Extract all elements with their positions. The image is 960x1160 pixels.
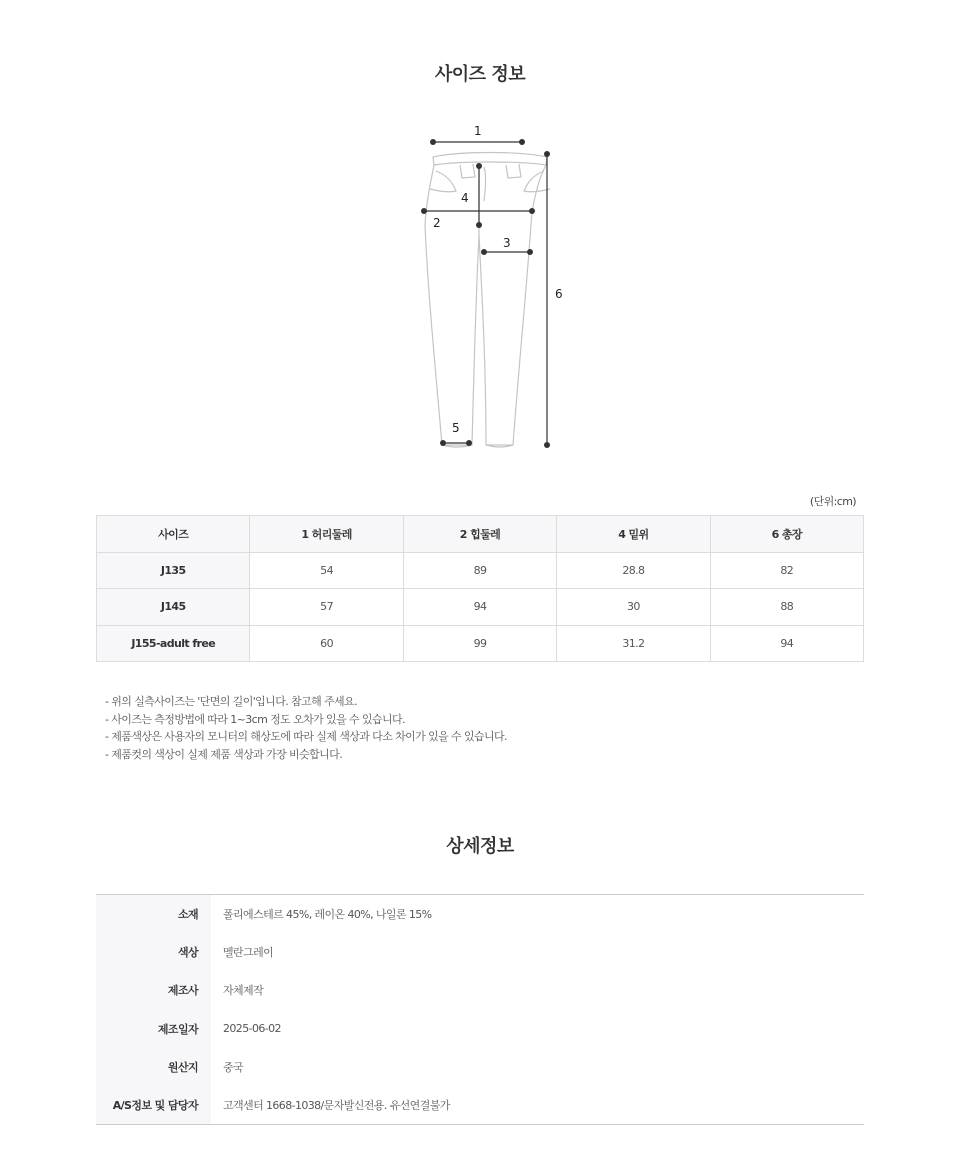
detail-label: 소재 [96,895,211,933]
detail-label: 제조일자 [96,1009,211,1047]
measure-label-3: 3 [503,236,511,250]
detail-value: 중국 [223,1060,244,1074]
table-row [97,552,864,589]
detail-row-origin [96,1048,864,1086]
size-name: J155-adult free [97,625,250,662]
detail-value: 멜란그레이 [223,945,274,959]
hip-value: 89 [403,552,556,589]
size-name: J145 [97,589,250,626]
waist-value: 54 [250,552,403,589]
detail-row-material [96,895,864,933]
detail-value: 폴리에스테르 45%, 레이온 40%, 나일론 15% [223,907,432,921]
measure-label-4: 4 [461,191,469,205]
note-item: - 제품컷의 색상이 실제 제품 색상과 가장 비슷합니다. [105,747,343,761]
waist-value: 57 [250,589,403,626]
hip-value: 94 [403,589,556,626]
header-waist: 1 허리둘레 [250,516,403,553]
measure-label-6: 6 [555,287,563,301]
note-item: - 제품색상은 사용자의 모니터의 해상도에 따라 실제 색상과 다소 차이가 있을 수 있습니다. [105,730,507,743]
detail-label: 색상 [96,933,211,971]
detail-value: 2025-06-02 [223,1022,281,1036]
detail-row-manufacturer [96,971,864,1009]
detail-label: 원산지 [96,1048,211,1086]
size-info-title: 사이즈 정보 [434,64,526,85]
rise-value: 30 [557,589,710,626]
unit-note: (단위:cm) [809,495,856,508]
measure-label-1: 1 [474,124,482,138]
detail-value: 고객센터 1668-1038/문자발신전용. 유선연결불가 [223,1098,450,1112]
hip-value: 99 [403,625,556,662]
table-row [97,625,864,662]
header-rise: 4 밑위 [557,516,710,553]
pants-outline-icon [425,153,550,448]
pants-measurement-diagram [400,115,580,460]
detail-row-color [96,933,864,971]
size-table-header-row [97,516,864,553]
rise-value: 28.8 [557,552,710,589]
detail-info-title: 상세정보 [446,836,514,857]
measure-label-2: 2 [433,216,441,230]
length-value: 88 [710,589,863,626]
detail-label: A/S정보 및 담당자 [96,1086,211,1124]
header-size: 사이즈 [97,516,250,553]
length-value: 82 [710,552,863,589]
detail-table [96,894,864,1125]
measure-label-5: 5 [452,421,460,435]
table-row [97,589,864,626]
rise-value: 31.2 [557,625,710,662]
length-value: 94 [710,625,863,662]
size-table [96,515,864,662]
note-item: - 위의 실측사이즈는 '단면의 길이'입니다. 참고해 주세요. [105,695,357,708]
waist-value: 60 [250,625,403,662]
detail-value: 자체제작 [223,984,264,998]
detail-label: 제조사 [96,971,211,1009]
detail-row-as [96,1086,864,1124]
header-hip: 2 힙둘레 [403,516,556,553]
header-length: 6 총장 [710,516,863,553]
size-name: J135 [97,552,250,589]
note-item: - 사이즈는 측정방법에 따라 1~3cm 정도 오차가 있을 수 있습니다. [105,712,405,726]
size-notes [105,693,507,763]
detail-row-date [96,1009,864,1047]
